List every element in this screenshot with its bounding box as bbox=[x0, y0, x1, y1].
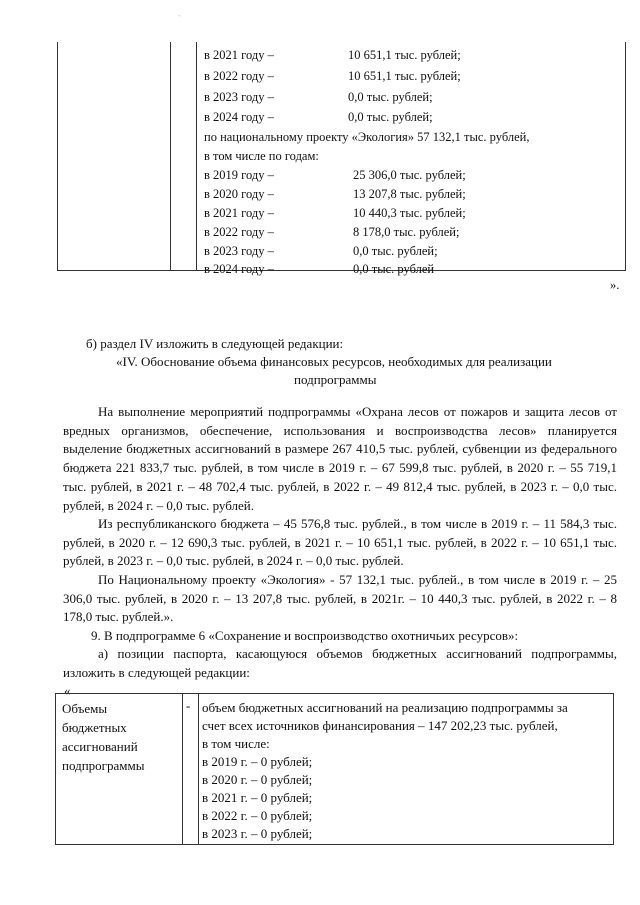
year-row-value: 13 207,8 тыс. рублей; bbox=[353, 187, 466, 201]
section-heading-line2: подпрограммы bbox=[294, 372, 377, 387]
year-row-label: в 2023 году – bbox=[204, 90, 274, 104]
closing-quote: ». bbox=[610, 278, 620, 292]
value-cell bbox=[202, 699, 610, 843]
year-row-label: в 2021 году – bbox=[204, 206, 274, 220]
table-border-bottom bbox=[57, 270, 626, 271]
item-a: а) позиции паспорта, касающуюся объемов бюджетных ассигнований подпрограммы, изложить в следующей редакции: bbox=[63, 646, 617, 680]
year-row-label: в 2019 году – bbox=[204, 168, 274, 182]
table-border-col bbox=[196, 42, 197, 271]
funding-table-bottom bbox=[55, 693, 614, 845]
dash-cell bbox=[182, 694, 199, 844]
label-cell bbox=[56, 694, 183, 844]
year-row-label: в 2024 году – bbox=[204, 262, 274, 276]
funding-table-top bbox=[57, 42, 626, 276]
item-9: 9. В подпрограмме 6 «Сохранение и воспроизводство охотничьих ресурсов»: bbox=[91, 628, 519, 643]
value-line: в 2021 г. – 0 рублей; bbox=[202, 790, 313, 805]
year-row-value: 10 440,3 тыс. рублей; bbox=[353, 206, 466, 220]
year-row-label: в 2024 году – bbox=[204, 110, 274, 124]
label-text bbox=[62, 699, 144, 775]
label-line: подпрограммы bbox=[62, 758, 145, 773]
year-row-label: в 2023 году – bbox=[204, 244, 274, 258]
label-line: бюджетных bbox=[62, 720, 127, 735]
year-row-label: в 2021 году – bbox=[204, 48, 274, 62]
table-border-left bbox=[57, 42, 58, 271]
year-row-value: 0,0 тыс. рублей; bbox=[348, 110, 433, 124]
project-line: по национальному проекту «Экология» 57 132,1 тыс. рублей, bbox=[204, 130, 530, 144]
value-line: в 2023 г. – 0 рублей; bbox=[202, 826, 313, 841]
year-row-value: 25 306,0 тыс. рублей; bbox=[353, 168, 466, 182]
year-row-value: 0,0 тыс. рублей; bbox=[353, 244, 438, 258]
paragraph-republican: Из республиканского бюджета – 45 576,8 тыс. рублей., в том числе в 2019 г. – 11 584,3 тыс. рублей, в 2020 г. – 12 690,3 тыс. рублей, в 2021 г. – 10 651,1 тыс. рублей, в 2022 г. – 10 651,1 тыс. рублей, в 2023 г. – 0,0 тыс. рублей, в 2024 г. – 0,0 тыс. рублей. bbox=[63, 516, 617, 569]
year-row-value: 0,0 тыс. рублей bbox=[353, 262, 435, 276]
by-years-line: в том числе по годам: bbox=[204, 149, 319, 163]
year-row-label: в 2022 году – bbox=[204, 225, 274, 239]
value-line: в 2022 г. – 0 рублей; bbox=[202, 808, 313, 823]
year-row-label: в 2022 году – bbox=[204, 69, 274, 83]
label-line: Объемы bbox=[62, 701, 108, 716]
scan-mark: ` bbox=[178, 14, 181, 23]
value-line: счет всех источников финансирования – 147 202,23 тыс. рублей, bbox=[202, 718, 558, 733]
paragraph-national-project: По Национальному проекту «Экология» - 57 132,1 тыс. рублей., в том числе в 2019 г. – 25 306,0 тыс. рублей, в 2020 г. – 13 207,8 тыс. рублей, в 2021г. – 10 440,3 тыс. рублей, в 2022 г. – 8 178,0 тыс. рублей.». bbox=[63, 572, 617, 625]
year-row-value: 0,0 тыс. рублей; bbox=[348, 90, 433, 104]
value-line: объем бюджетных ассигнований на реализацию подпрограммы за bbox=[202, 700, 568, 715]
year-row-value: 10 651,1 тыс. рублей; bbox=[348, 69, 461, 83]
opening-quote: « bbox=[64, 683, 71, 698]
paragraph-federal: На выполнение мероприятий подпрограммы «Охрана лесов от пожаров и защита лесов от вредных организмов, обеспечение, использования и воспроизводства лесов» планируется выделение бюджетных ассигнований в размере 267 410,5 тыс. рублей, субвенции из федерального бюджета 221 833,7 тыс. рублей, в том числе в 2019 г. – 67 599,8 тыс. рублей, в 2020 г. – 55 719,1 тыс. рублей, в 2021 г. – 48 702,4 тыс. рублей, в 2022 г. – 49 812,4 тыс. рублей, в 2023 г. – 0,0 тыс. рублей, в 2024 г. – 0,0 тыс. рублей. bbox=[63, 404, 617, 513]
section-b-intro: б) раздел IV изложить в следующей редакции: bbox=[86, 336, 344, 351]
year-row-value: 8 178,0 тыс. рублей; bbox=[353, 225, 460, 239]
table-border-right bbox=[625, 42, 626, 271]
value-line: в 2020 г. – 0 рублей; bbox=[202, 772, 313, 787]
year-row-label: в 2020 году – bbox=[204, 187, 274, 201]
table-border-col bbox=[170, 42, 171, 271]
value-line: в 2019 г. – 0 рублей; bbox=[202, 754, 313, 769]
year-row-value: 10 651,1 тыс. рублей; bbox=[348, 48, 461, 62]
label-line: ассигнований bbox=[62, 739, 138, 754]
dash: - bbox=[186, 698, 191, 713]
value-line: в том числе: bbox=[202, 736, 270, 751]
section-heading-line1: «IV. Обоснование объема финансовых ресурсов, необходимых для реализации bbox=[116, 354, 552, 369]
